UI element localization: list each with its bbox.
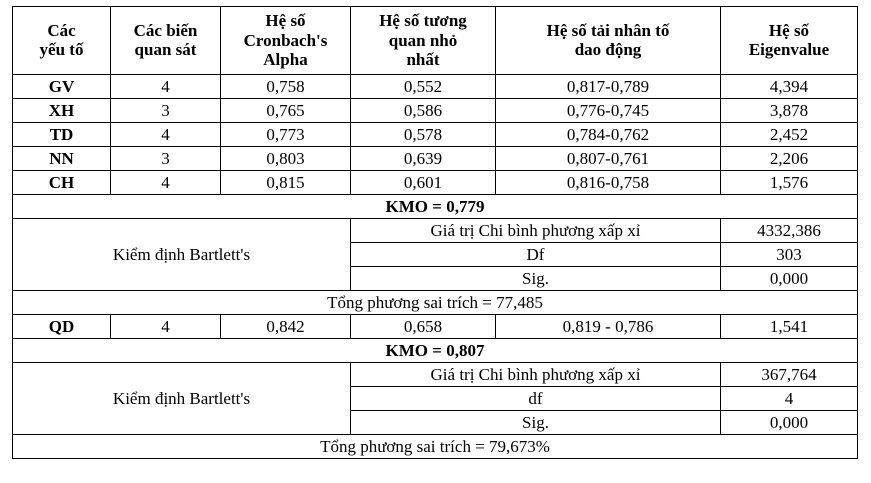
bartlett-sig-value: 0,000 [721, 411, 858, 435]
table-row [13, 98, 858, 122]
cell-min-correlation: 0,578 [351, 122, 496, 146]
bartlett-stat-value: 4332,386 [721, 218, 858, 242]
kmo-row-2 [13, 338, 858, 362]
cell-observed: 4 [111, 122, 221, 146]
table-row [13, 314, 858, 338]
column-header-min-correlation: Hệ số tương quan nhỏ nhất [351, 7, 496, 75]
variance-row-2 [13, 435, 858, 459]
cell-min-correlation: 0,639 [351, 146, 496, 170]
kmo-row-1 [13, 194, 858, 218]
table-body [13, 74, 858, 459]
table-row [13, 170, 858, 194]
cell-alpha: 0,773 [221, 122, 351, 146]
cell-observed: 4 [111, 314, 221, 338]
cell-loading: 0,776-0,745 [496, 98, 721, 122]
variance-extracted-2: Tổng phương sai trích = 79,673% [13, 435, 858, 459]
bartlett-stat-label: Giá trị Chi bình phương xấp xỉ [351, 363, 721, 387]
cell-factor: TD [13, 122, 111, 146]
cell-eigenvalue: 4,394 [721, 74, 858, 98]
cell-min-correlation: 0,586 [351, 98, 496, 122]
bartlett-df-label: Df [351, 242, 721, 266]
cell-alpha: 0,765 [221, 98, 351, 122]
cell-min-correlation: 0,552 [351, 74, 496, 98]
column-header-observed-variables: Các biến quan sát [111, 7, 221, 75]
bartlett-label-1: Kiểm định Bartlett's [13, 218, 351, 290]
bartlett-df-value: 4 [721, 387, 858, 411]
cell-eigenvalue: 1,541 [721, 314, 858, 338]
cell-observed: 3 [111, 98, 221, 122]
kmo-value-1: KMO = 0,779 [13, 194, 858, 218]
table-header [13, 7, 858, 75]
bartlett-label-2: Kiểm định Bartlett's [13, 363, 351, 435]
bartlett-sig-label: Sig. [351, 266, 721, 290]
kmo-value-2: KMO = 0,807 [13, 338, 858, 362]
cell-alpha: 0,758 [221, 74, 351, 98]
cell-loading: 0,784-0,762 [496, 122, 721, 146]
cell-min-correlation: 0,601 [351, 170, 496, 194]
cell-alpha: 0,815 [221, 170, 351, 194]
cell-observed: 4 [111, 74, 221, 98]
bartlett-stat-label: Giá trị Chi bình phương xấp xỉ [351, 218, 721, 242]
column-header-factors: Các yếu tố [13, 7, 111, 75]
statistics-table [12, 6, 858, 459]
cell-eigenvalue: 2,206 [721, 146, 858, 170]
cell-observed: 4 [111, 170, 221, 194]
bartlett-row-1a [13, 218, 858, 242]
cell-factor: GV [13, 74, 111, 98]
bartlett-df-label: df [351, 387, 721, 411]
bartlett-sig-value: 0,000 [721, 266, 858, 290]
cell-loading: 0,816-0,758 [496, 170, 721, 194]
variance-extracted-1: Tổng phương sai trích = 77,485 [13, 290, 858, 314]
cell-factor: XH [13, 98, 111, 122]
cell-eigenvalue: 3,878 [721, 98, 858, 122]
cell-factor: CH [13, 170, 111, 194]
column-header-factor-loading: Hệ số tải nhân tố dao động [496, 7, 721, 75]
cell-alpha: 0,842 [221, 314, 351, 338]
bartlett-row-2a [13, 363, 858, 387]
cell-alpha: 0,803 [221, 146, 351, 170]
cell-eigenvalue: 2,452 [721, 122, 858, 146]
column-header-cronbach-alpha: Hệ số Cronbach's Alpha [221, 7, 351, 75]
header-row [13, 7, 858, 75]
table-row [13, 74, 858, 98]
cell-factor: QD [13, 314, 111, 338]
cell-loading: 0,817-0,789 [496, 74, 721, 98]
table-row [13, 146, 858, 170]
cell-min-correlation: 0,658 [351, 314, 496, 338]
bartlett-stat-value: 367,764 [721, 363, 858, 387]
cell-observed: 3 [111, 146, 221, 170]
cell-eigenvalue: 1,576 [721, 170, 858, 194]
cell-factor: NN [13, 146, 111, 170]
column-header-eigenvalue: Hệ số Eigenvalue [721, 7, 858, 75]
cell-loading: 0,819 - 0,786 [496, 314, 721, 338]
table-row [13, 122, 858, 146]
bartlett-df-value: 303 [721, 242, 858, 266]
bartlett-sig-label: Sig. [351, 411, 721, 435]
cell-loading: 0,807-0,761 [496, 146, 721, 170]
variance-row-1 [13, 290, 858, 314]
